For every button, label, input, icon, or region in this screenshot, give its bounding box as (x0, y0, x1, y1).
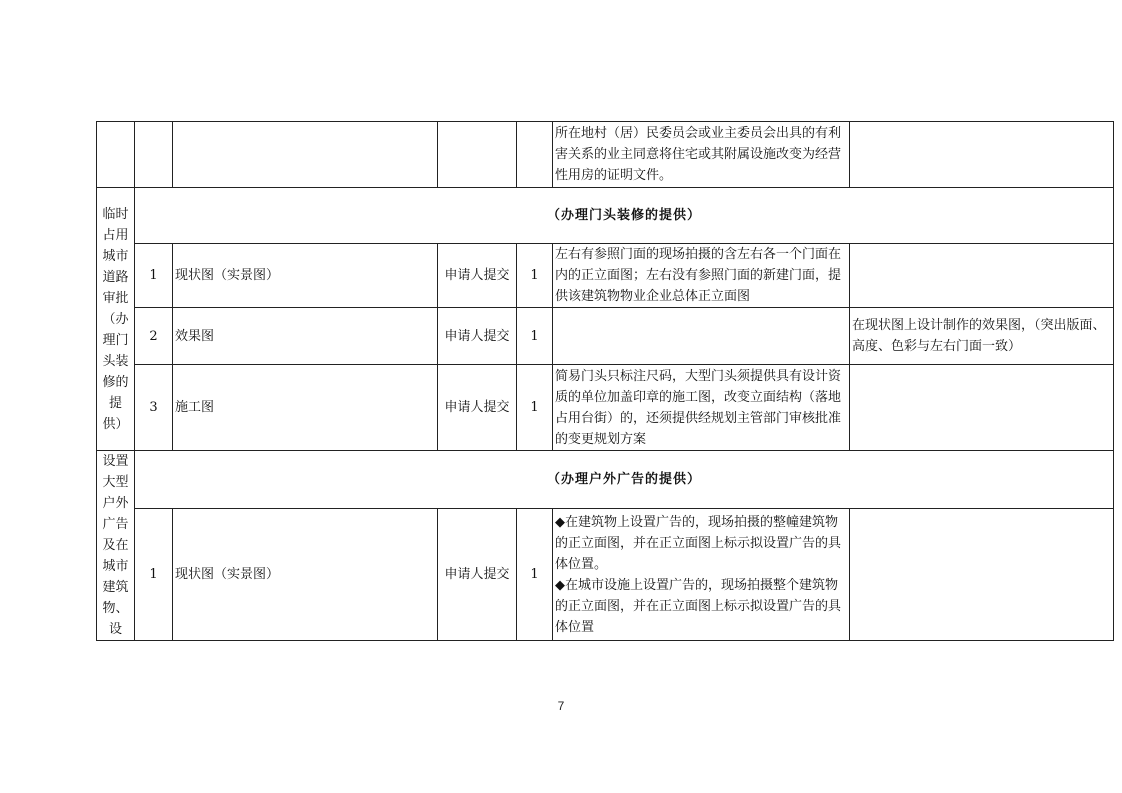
submitter-cell: 申请人提交 (438, 509, 517, 641)
number-cell: 2 (135, 308, 173, 365)
copies-cell: 1 (517, 509, 553, 641)
submitter-cell (438, 122, 517, 188)
section-header-row (97, 188, 1114, 244)
category-label: 临时占用城市道路审批（办理门头装修的提供） (102, 206, 129, 432)
material-name-cell: 现状图（实景图） (173, 244, 438, 308)
table-row (97, 365, 1114, 451)
copies-cell: 1 (517, 308, 553, 365)
requirement-cell: 简易门头只标注尺码，大型门头须提供具有设计资质的单位加盖印章的施工图，改变立面结构（落地占用台街）的，还须提供经规划主管部门审核批准的变更规划方案 (553, 365, 850, 451)
note-cell (850, 244, 1114, 308)
page-number: 7 (557, 699, 565, 713)
note-cell (850, 365, 1114, 451)
submitter-cell: 申请人提交 (438, 365, 517, 451)
note-cell (850, 122, 1114, 188)
materials-table (96, 121, 1114, 641)
submitter-cell: 申请人提交 (438, 244, 517, 308)
table-row (97, 244, 1114, 308)
material-name-cell: 效果图 (173, 308, 438, 365)
material-name-cell: 施工图 (173, 365, 438, 451)
material-name-cell (173, 122, 438, 188)
requirement-cell: 左右有参照门面的现场拍摄的含左右各一个门面在内的正立面图；左右没有参照门面的新建门面，提供该建筑物物业企业总体正立面图 (553, 244, 850, 308)
category-cell (97, 451, 135, 641)
copies-cell: 1 (517, 365, 553, 451)
requirement-bullet: ◆在建筑物上设置广告的，现场拍摄的整幢建筑物的正立面图，并在正立面图上标示拟设置广告的具体位置。 (555, 514, 842, 572)
requirement-cell (553, 308, 850, 365)
requirement-cell: 所在地村（居）民委员会或业主委员会出具的有利害关系的业主同意将住宅或其附属设施改变为经营性用房的证明文件。 (553, 122, 850, 188)
category-cell (97, 188, 135, 451)
note-cell: 在现状图上设计制作的效果图，（突出版面、高度、色彩与左右门面一致） (850, 308, 1114, 365)
material-name-cell: 现状图（实景图） (173, 509, 438, 641)
number-cell: 1 (135, 509, 173, 641)
number-cell: 3 (135, 365, 173, 451)
requirement-cell (553, 509, 850, 641)
table-row (97, 122, 1114, 188)
section-header-row (97, 451, 1114, 509)
category-cell (97, 122, 135, 188)
section-title: （办理户外广告的提供） (135, 451, 1114, 509)
number-cell (135, 122, 173, 188)
copies-cell: 1 (517, 244, 553, 308)
category-label: 设置大型户外广告及在城市建筑物、设 (102, 454, 129, 637)
table-row (97, 509, 1114, 641)
copies-cell (517, 122, 553, 188)
table-row (97, 308, 1114, 365)
submitter-cell: 申请人提交 (438, 308, 517, 365)
section-title: （办理门头装修的提供） (135, 188, 1114, 244)
number-cell: 1 (135, 244, 173, 308)
note-cell (850, 509, 1114, 641)
requirement-bullet: ◆在城市设施上设置广告的，现场拍摄整个建筑物的正立面图，并在正立面图上标示拟设置广告的具体位置 (555, 577, 842, 635)
